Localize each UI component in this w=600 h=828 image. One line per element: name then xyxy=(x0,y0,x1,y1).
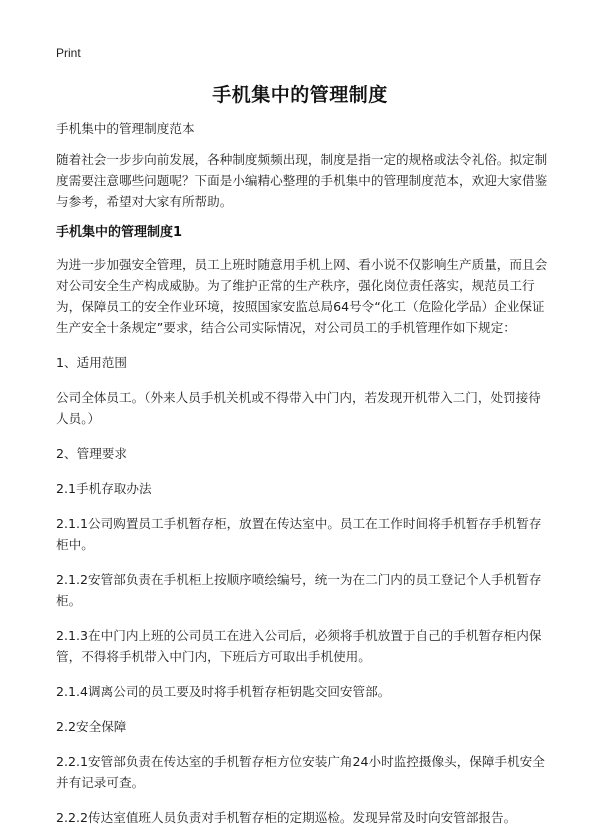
clause-2-2-2: 2.2.2传达室值班人员负责对手机暂存柜的定期巡检。发现异常及时向安管部报告。 xyxy=(56,810,517,825)
document-subtitle: 手机集中的管理制度范本 xyxy=(56,121,195,136)
page-title: 手机集中的管理制度 xyxy=(212,84,388,106)
document-body xyxy=(56,118,552,828)
clause-2-1-2: 2.1.2安管部负责在手机柜上按顺序喷绘编号，统一为在二门内的员工登记个人手机暂存柜。 xyxy=(56,572,542,608)
item-text-scope: 公司全体员工。（外来人员手机关机或不得带入中门内，若发现开机带入二门，处罚接待人员。） xyxy=(56,390,541,426)
item-title-requirements: 2、管理要求 xyxy=(56,446,127,461)
section-heading: 手机集中的管理制度1 xyxy=(56,225,183,240)
clause-2-1-3: 2.1.3在中门内上班的公司员工在进入公司后，必须将手机放置于自己的手机暂存柜内保管，不得将手机带入中门内，下班后方可取出手机使用。 xyxy=(56,628,542,664)
section-paragraph: 为进一步加强安全管理，员工上班时随意用手机上网、看小说不仅影响生产质量，而且会对公司安全生产构成威胁。为了维护正常的生产秩序，强化岗位责任落实，规范员工行为，保障员工的安全作业环境，按照国家安监总局64号令“化工（危险化学品）企业保证生产安全十条规定”要求，结合公司实际情况，对公司员工的手机管理作如下规定： xyxy=(56,257,548,335)
subsection-title-security: 2.2安全保障 xyxy=(56,719,127,734)
subsection-title: 2.1手机存取办法 xyxy=(56,481,152,496)
clause-2-1-1: 2.1.1公司购置员工手机暂存柜，放置在传达室中。员工在工作时间将手机暂存手机暂存柜中。 xyxy=(56,516,542,552)
print-label: Print xyxy=(56,46,81,60)
item-title-scope: 1、适用范围 xyxy=(56,355,127,370)
clause-2-1-4: 2.1.4调离公司的员工要及时将手机暂存柜钥匙交回安管部。 xyxy=(56,684,391,699)
clause-2-2-1: 2.2.1安管部负责在传达室的手机暂存柜方位安装广角24小时监控摄像头，保障手机安全并有记录可查。 xyxy=(56,754,545,790)
intro-paragraph: 随着社会一步步向前发展，各种制度频频出现，制度是指一定的规格或法令礼俗。拟定制度需要注意哪些问题呢？下面是小编精心整理的手机集中的管理制度范本，欢迎大家借鉴与参考，希望对大家有所帮助。 xyxy=(56,152,548,209)
